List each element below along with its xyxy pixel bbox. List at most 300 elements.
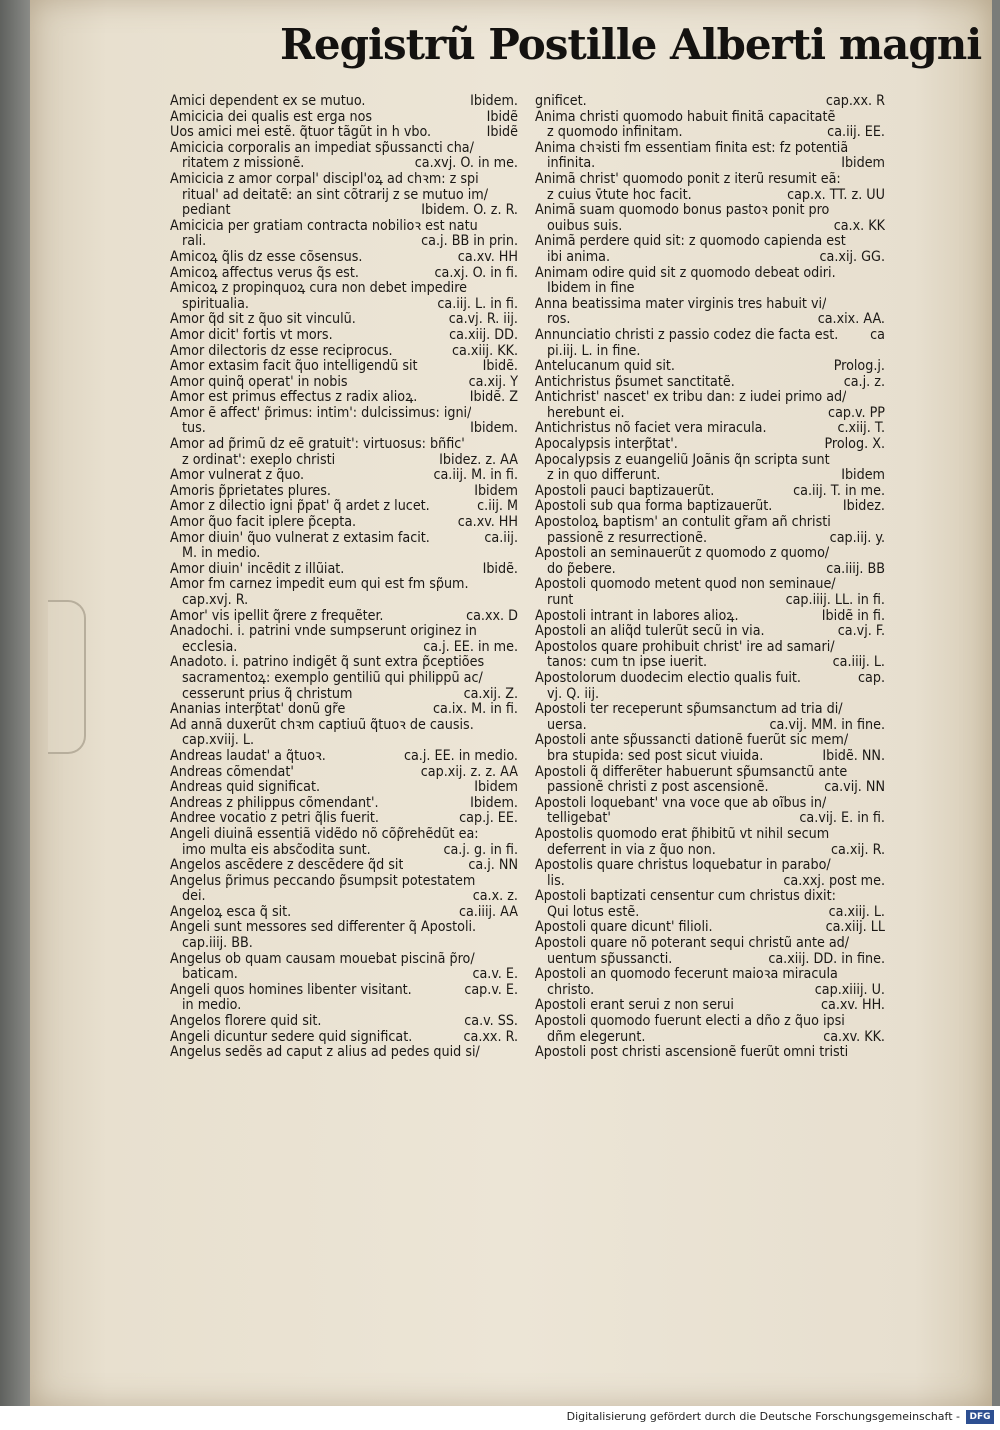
entry-line	[170, 499, 518, 515]
entry-reference: c.xiij. T.	[837, 421, 885, 437]
entry-reference: ca.xv. HH	[457, 515, 518, 531]
entry-text: vj. Q. iij.	[547, 686, 600, 702]
entry-line	[535, 640, 885, 656]
entry-text: Amicicia z amor corpal' discipl'oꝝ ad chꝛm: z spi	[170, 171, 479, 187]
entry-text: tus.	[182, 421, 206, 437]
entry-text: Apostoli quomodo fuerunt electi a dño z q̃uo ipsi	[535, 1014, 845, 1030]
entry-text: Amor extasim facit q̃uo intelligendũ sit	[170, 359, 418, 375]
entry-reference	[877, 1045, 885, 1061]
entry-reference: c.iij. M	[477, 499, 518, 515]
entry-text: in medio.	[182, 998, 242, 1014]
entry-line	[170, 188, 518, 204]
entry-line	[170, 546, 518, 562]
entry-reference: Prolog.j.	[833, 359, 885, 375]
entry-line	[535, 344, 885, 360]
entry-reference	[510, 406, 518, 422]
entry-reference: Ibidem.	[470, 94, 518, 109]
entry-reference: cap.j. EE.	[459, 811, 518, 827]
entry-text: Apostolis quomodo erat p̃hibitũ vt nihil secum	[535, 826, 830, 842]
entry-text: Apostoli quomodo metent quod non seminaue/	[535, 577, 836, 593]
index-entry	[535, 546, 885, 577]
entry-reference: ca.xx. R.	[463, 1029, 518, 1045]
index-entry	[170, 172, 518, 219]
entry-line	[535, 811, 885, 827]
entry-reference: ca.xv. KK.	[823, 1029, 885, 1045]
index-entry	[170, 983, 518, 1014]
entry-reference: ca.xv. HH.	[820, 998, 885, 1014]
entry-text: z ordinat': exeplo christi	[182, 452, 336, 468]
entry-line	[170, 390, 518, 406]
entry-line	[170, 125, 518, 141]
entry-text: Angelos ascẽdere z descẽdere q̃d sit	[170, 858, 404, 874]
dfg-logo[interactable]: DFG	[966, 1410, 994, 1424]
index-entry	[170, 749, 518, 765]
index-entry	[535, 733, 885, 764]
entry-reference: Ibidem	[474, 780, 518, 796]
index-entry	[170, 562, 518, 578]
entry-reference: cap.	[858, 670, 885, 686]
index-entry	[535, 827, 885, 858]
entry-line	[535, 312, 885, 328]
entry-line	[170, 437, 518, 453]
entry-line	[535, 172, 885, 188]
entry-line	[170, 640, 518, 656]
entry-reference	[877, 796, 885, 812]
entry-text: uersa.	[547, 717, 587, 733]
entry-reference: Ibidem	[474, 483, 518, 499]
index-entry	[170, 515, 518, 531]
entry-reference: cap.iij. y.	[829, 530, 885, 546]
entry-reference	[877, 702, 885, 718]
entry-reference: ca.iij. L. in fi.	[437, 296, 518, 312]
entry-line	[535, 780, 885, 796]
index-entry	[170, 468, 518, 484]
entry-reference	[877, 110, 885, 126]
entry-line	[170, 811, 518, 827]
entry-line	[535, 843, 885, 859]
entry-text: Amor diuin' incẽdit z illũiat.	[170, 561, 345, 577]
entry-reference	[510, 1045, 518, 1061]
entry-text: uentum sp̃ussancti.	[547, 951, 673, 967]
index-entry	[170, 1030, 518, 1046]
entry-line	[535, 577, 885, 593]
index-entry	[535, 141, 885, 172]
index-entry	[535, 577, 885, 608]
index-entry	[535, 359, 885, 375]
entry-text: Amor q̃uo facit iplere p̃cepta.	[170, 515, 357, 531]
entry-reference: ca.v. E.	[472, 967, 518, 983]
entry-line	[535, 437, 885, 453]
entry-line	[535, 702, 885, 718]
index-entry	[170, 499, 518, 515]
entry-text: Amor dilectoris dz esse reciprocus.	[170, 343, 393, 359]
entry-reference	[510, 827, 518, 843]
entry-reference: ca.xj. O. in fi.	[434, 265, 518, 281]
index-entry	[170, 94, 518, 110]
entry-reference: Ibidem	[841, 156, 885, 172]
entry-text: imo multa eis absc̃odita sunt.	[182, 842, 371, 858]
entry-text: Amor ad p̃rimũ dz eẽ gratuit': virtuosus: bñfic'	[170, 437, 465, 453]
entry-text: Amor dicit' fortis vt mors.	[170, 327, 333, 343]
entry-reference: ca.j. EE. in me.	[423, 639, 518, 655]
entry-line	[535, 1045, 885, 1061]
entry-text: Animã perdere quid sit: z quomodo capienda est	[535, 234, 846, 250]
entry-text: Angelus sedẽs ad caput z alius ad pedes quid si/	[170, 1045, 480, 1061]
page-clip-shadow	[48, 600, 86, 754]
entry-text: Apostoli intrant in labores alioꝝ.	[535, 608, 739, 624]
entry-text: sacramentoꝝ: exemplo gentiliũ qui philippũ ac/	[182, 670, 483, 686]
entry-text: telligebat'	[547, 811, 611, 827]
entry-line	[170, 328, 518, 344]
entry-reference	[877, 546, 885, 562]
entry-line	[535, 655, 885, 671]
entry-reference	[510, 188, 518, 204]
entry-reference: ca.xiij. DD.	[449, 327, 518, 343]
entry-line	[170, 234, 518, 250]
entry-reference: Ibidem	[841, 468, 885, 484]
entry-text: passionẽ z resurrectionẽ.	[547, 530, 708, 546]
entry-line	[535, 546, 885, 562]
entry-reference: ca.iiij. BB	[826, 561, 885, 577]
entry-line	[170, 359, 518, 375]
entry-text: Angelus ob quam causam mouebat piscinã p̃ro/	[170, 951, 475, 967]
entry-reference: cap.iiij. LL. in fi.	[785, 593, 885, 608]
entry-line	[170, 827, 518, 843]
entry-text: z in quo differunt.	[547, 468, 661, 484]
entry-line	[535, 390, 885, 406]
entry-reference: ca.xiij. DD. in fine.	[768, 951, 885, 967]
index-entry	[535, 671, 885, 702]
entry-line	[535, 1030, 885, 1046]
entry-text: cap.xviij. L.	[182, 733, 255, 749]
entry-line	[535, 796, 885, 812]
entry-line	[535, 874, 885, 890]
entry-text: christo.	[547, 982, 595, 998]
entry-text: Apostoli q̃ differẽter habuerunt sp̃umsanctũ ante	[535, 764, 848, 780]
entry-reference	[510, 577, 518, 593]
entry-text: Amor quinq̃ operat' in nobis	[170, 374, 348, 390]
entry-reference: Ibidem. O. z. R.	[421, 203, 518, 219]
entry-reference	[877, 297, 885, 313]
entry-line	[170, 172, 518, 188]
entry-line	[535, 484, 885, 500]
entry-line	[170, 203, 518, 219]
index-entry	[170, 484, 518, 500]
entry-text: Angelus p̃rimus peccando p̃sumpsit potestatem	[170, 873, 476, 889]
index-entry	[535, 967, 885, 998]
entry-line	[535, 203, 885, 219]
entry-reference	[510, 998, 518, 1014]
entry-reference: ca.iij. T. in me.	[793, 483, 885, 499]
entry-line	[535, 858, 885, 874]
index-entry	[535, 421, 885, 437]
entry-line	[170, 671, 518, 687]
entry-text: Amicicia dei qualis est erga nos	[170, 109, 373, 125]
entry-line	[170, 250, 518, 266]
index-entry	[170, 141, 518, 172]
entry-text: Anadoto. i. patrino indigẽt q̃ sunt extra p̃ceptiões	[170, 655, 485, 671]
entry-text: Angeli diuinã essentiã vidẽdo nõ cõp̃rehẽdũt ea:	[170, 826, 479, 842]
entry-text: Apostoli erant serui z non serui	[535, 998, 734, 1014]
entry-text: Animã suam quomodo bonus pastoꝛ ponit pro	[535, 203, 830, 219]
entry-line	[535, 406, 885, 422]
index-entry	[535, 702, 885, 733]
entry-reference	[877, 858, 885, 874]
entry-text: dei.	[182, 889, 206, 905]
entry-text: cap.xvj. R.	[182, 593, 249, 608]
entry-line	[170, 843, 518, 859]
entry-reference: Ibidez. z. AA	[439, 452, 518, 468]
entry-text: Apostoli post christi ascensionẽ fuerũt omni tristi	[535, 1045, 849, 1061]
entry-line	[535, 936, 885, 952]
entry-reference: ca.j. z.	[843, 374, 885, 390]
entry-reference: ca	[870, 327, 885, 343]
entry-text: Andreas quid significat.	[170, 780, 321, 796]
index-entry	[170, 359, 518, 375]
entry-text: Andreas z philippus cõmendant'.	[170, 795, 379, 811]
entry-reference: ca.iij.	[484, 530, 518, 546]
entry-text: Amor ẽ affect' p̃rimus: intim': dulcissimus: igni/	[170, 405, 472, 421]
entry-reference: ca.xij. GG.	[819, 249, 885, 265]
entry-text: dñm elegerunt.	[547, 1029, 646, 1045]
entry-text: Apostoli an seminauerũt z quomodo z quomo/	[535, 546, 830, 562]
entry-text: Andreas laudat' a q̃tuoꝛ.	[170, 748, 326, 764]
index-column-left	[170, 94, 518, 1061]
entry-line	[535, 952, 885, 968]
entry-reference	[510, 437, 518, 453]
entry-line	[535, 421, 885, 437]
entry-text: Ananias interp̃tat' donũ gr̃e	[170, 702, 346, 718]
entry-reference	[877, 203, 885, 219]
entry-text: Apostolorum duodecim electio qualis fuit.	[535, 670, 801, 686]
entry-text: do p̃ebere.	[547, 561, 616, 577]
index-entry	[535, 203, 885, 234]
entry-text: Antichristus p̃sumet sanctitatẽ.	[535, 374, 735, 390]
index-entry	[170, 281, 518, 312]
entry-text: passionẽ christi z post ascensionẽ.	[547, 780, 769, 796]
index-entry	[170, 920, 518, 951]
entry-reference: ca.ix. M. in fi.	[432, 702, 518, 718]
entry-reference	[877, 577, 885, 593]
entry-line	[535, 889, 885, 905]
entry-text: ibi anima.	[547, 249, 611, 265]
entry-reference	[877, 1014, 885, 1030]
entry-text: Apocalypsis interp̃tat'.	[535, 437, 678, 453]
index-entry	[170, 375, 518, 391]
index-entry	[535, 499, 885, 515]
entry-reference: ca.vj. R. iij.	[448, 312, 518, 328]
entry-text: Apostoli loquebant' vna voce que ab oĩbus in/	[535, 795, 827, 811]
entry-line	[535, 967, 885, 983]
index-entry	[535, 390, 885, 421]
entry-reference	[510, 546, 518, 562]
entry-reference	[877, 687, 885, 703]
entry-text: z cuius v̄tute hoc facit.	[547, 187, 692, 203]
entry-reference	[510, 655, 518, 671]
entry-line	[170, 609, 518, 625]
entry-reference	[877, 733, 885, 749]
entry-line	[535, 827, 885, 843]
scan-background	[0, 0, 32, 1406]
index-entry	[535, 640, 885, 671]
entry-line	[170, 219, 518, 235]
index-entry	[170, 390, 518, 406]
entry-text: spiritualia.	[182, 296, 249, 312]
entry-line	[170, 110, 518, 126]
entry-text: Animã christ' quomodo ponit z iterũ resumit eã:	[535, 171, 841, 187]
entry-text: Annunciatio christi z passio codez die facta est.	[535, 327, 839, 343]
index-entry	[535, 94, 885, 110]
entry-text: Angeli dicuntur sedere quid significat.	[170, 1029, 413, 1045]
entry-text: Amor vulnerat z q̃uo.	[170, 468, 305, 484]
entry-reference: Ibidẽ	[486, 125, 518, 141]
index-entry	[170, 780, 518, 796]
entry-text: Angelos florere quid sit.	[170, 1014, 322, 1030]
entry-text: Amoris p̃prietates plures.	[170, 483, 331, 499]
entry-text: Ibidem in fine	[547, 281, 635, 297]
entry-reference	[877, 172, 885, 188]
entry-reference: ca.xix. AA.	[817, 312, 885, 328]
entry-line	[535, 998, 885, 1014]
index-entry	[170, 266, 518, 282]
entry-line	[170, 687, 518, 703]
entry-reference: ca.vij. MM. in fine.	[769, 717, 885, 733]
index-entry	[170, 344, 518, 360]
entry-line	[170, 702, 518, 718]
entry-text: Anna beatissima mater virginis tres habuit vi/	[535, 296, 827, 312]
entry-reference: ca.x. KK	[833, 218, 885, 234]
entry-line	[535, 234, 885, 250]
entry-text: gnificet.	[535, 94, 587, 109]
index-entry	[535, 998, 885, 1014]
index-entry	[170, 796, 518, 812]
entry-line	[170, 406, 518, 422]
entry-reference: cap.xx. R	[825, 94, 885, 109]
entry-text: Amor fm carnez impedit eum qui est fm sp̃um.	[170, 577, 469, 593]
entry-reference: Ibidẽ. Z	[469, 390, 518, 406]
entry-text: ros.	[547, 312, 571, 328]
index-entry	[170, 110, 518, 126]
entry-text: Apostoli quare nõ poterant sequi christũ ante ad/	[535, 936, 850, 952]
entry-reference	[510, 920, 518, 936]
index-entry	[535, 624, 885, 640]
entry-text: Antichrist' nascet' ex tribu dan: z iudei primo ad/	[535, 390, 847, 406]
entry-text: cesserunt prius q̃ christum	[182, 686, 353, 702]
entry-reference: ca.xx. D	[466, 608, 518, 624]
entry-text: Anima christi quomodo habuit finitã capacitatẽ	[535, 109, 836, 125]
entry-line	[535, 219, 885, 235]
index-entry	[170, 328, 518, 344]
entry-line	[170, 421, 518, 437]
index-entry	[535, 297, 885, 328]
entry-text: Amor' vis ipellit q̃rere z frequẽter.	[170, 608, 384, 624]
index-entry	[535, 484, 885, 500]
entry-reference: ca.j. BB in prin.	[421, 234, 518, 250]
entry-line	[170, 920, 518, 936]
entry-text: Apostoli sub qua forma baptizauerũt.	[535, 499, 773, 515]
index-entry	[170, 905, 518, 921]
entry-line	[535, 983, 885, 999]
index-entry	[170, 312, 518, 328]
index-entry	[535, 1045, 885, 1061]
entry-reference	[510, 219, 518, 235]
entry-text: pi.iij. L. in fine.	[547, 343, 641, 359]
entry-line	[535, 375, 885, 391]
footer-text: Digitalisierung gefördert durch die Deutsche Forschungsgemeinschaft -	[566, 1410, 960, 1423]
entry-reference: ca.v. SS.	[464, 1014, 518, 1030]
entry-reference	[510, 936, 518, 952]
entry-line	[170, 156, 518, 172]
entry-line	[535, 499, 885, 515]
entry-text: pediant	[182, 203, 231, 219]
index-entry	[535, 375, 885, 391]
entry-reference: ca.iiij. L.	[832, 655, 885, 671]
index-entry	[535, 515, 885, 546]
entry-text: Angeli sunt messores sed differenter q̃ Apostoli.	[170, 920, 477, 936]
entry-reference: ca.xiij. KK.	[452, 343, 518, 359]
entry-line	[170, 1045, 518, 1061]
entry-reference: ca.j. EE. in medio.	[403, 748, 518, 764]
index-entry	[170, 125, 518, 141]
entry-line	[170, 312, 518, 328]
index-entry	[170, 655, 518, 702]
index-entry	[170, 250, 518, 266]
entry-line	[170, 624, 518, 640]
entry-reference	[510, 718, 518, 734]
entry-text: tanos: cum t̃n ipse iuerit.	[547, 655, 708, 671]
entry-line	[170, 796, 518, 812]
entry-line	[535, 156, 885, 172]
entry-reference	[877, 515, 885, 531]
entry-line	[170, 889, 518, 905]
entry-line	[535, 718, 885, 734]
index-entry	[535, 453, 885, 484]
entry-reference: Ibidẽ.	[482, 359, 518, 375]
entry-reference: Ibidẽ.	[482, 561, 518, 577]
entry-text: Apostoli ter receperunt sp̃umsanctum ad tria di/	[535, 702, 843, 718]
entry-line	[535, 281, 885, 297]
entry-reference: ca.x. z.	[472, 889, 518, 905]
entry-line	[170, 577, 518, 593]
entry-line	[535, 250, 885, 266]
entry-line	[535, 297, 885, 313]
index-entry	[170, 827, 518, 858]
entry-text: Animam odire quid sit z quomodo debeat odiri.	[535, 265, 836, 281]
entry-text: rali.	[182, 234, 207, 250]
index-entry	[535, 234, 885, 265]
entry-reference	[877, 640, 885, 656]
index-entry	[535, 858, 885, 889]
entry-line	[170, 998, 518, 1014]
entry-line	[535, 765, 885, 781]
entry-text: Qui lotus estẽ.	[547, 904, 640, 920]
index-entry	[170, 702, 518, 718]
entry-line	[170, 655, 518, 671]
entry-line	[535, 266, 885, 282]
entry-text: herebunt ei.	[547, 405, 625, 421]
entry-reference: Ibidẽ	[486, 109, 518, 125]
index-entry	[535, 920, 885, 936]
entry-text: Amicoꝝ z propinquoꝝ cura non debet impedire	[170, 281, 468, 297]
entry-line	[170, 593, 518, 609]
entry-line	[535, 94, 885, 110]
entry-reference: ca.iij. M. in fi.	[433, 468, 518, 484]
entry-text: Anima chꝛisti fm essentiam finita est: fz potentiã	[535, 140, 849, 156]
entry-text: cap.iiij. BB.	[182, 936, 253, 952]
entry-line	[170, 266, 518, 282]
entry-line	[170, 281, 518, 297]
entry-line	[170, 936, 518, 952]
